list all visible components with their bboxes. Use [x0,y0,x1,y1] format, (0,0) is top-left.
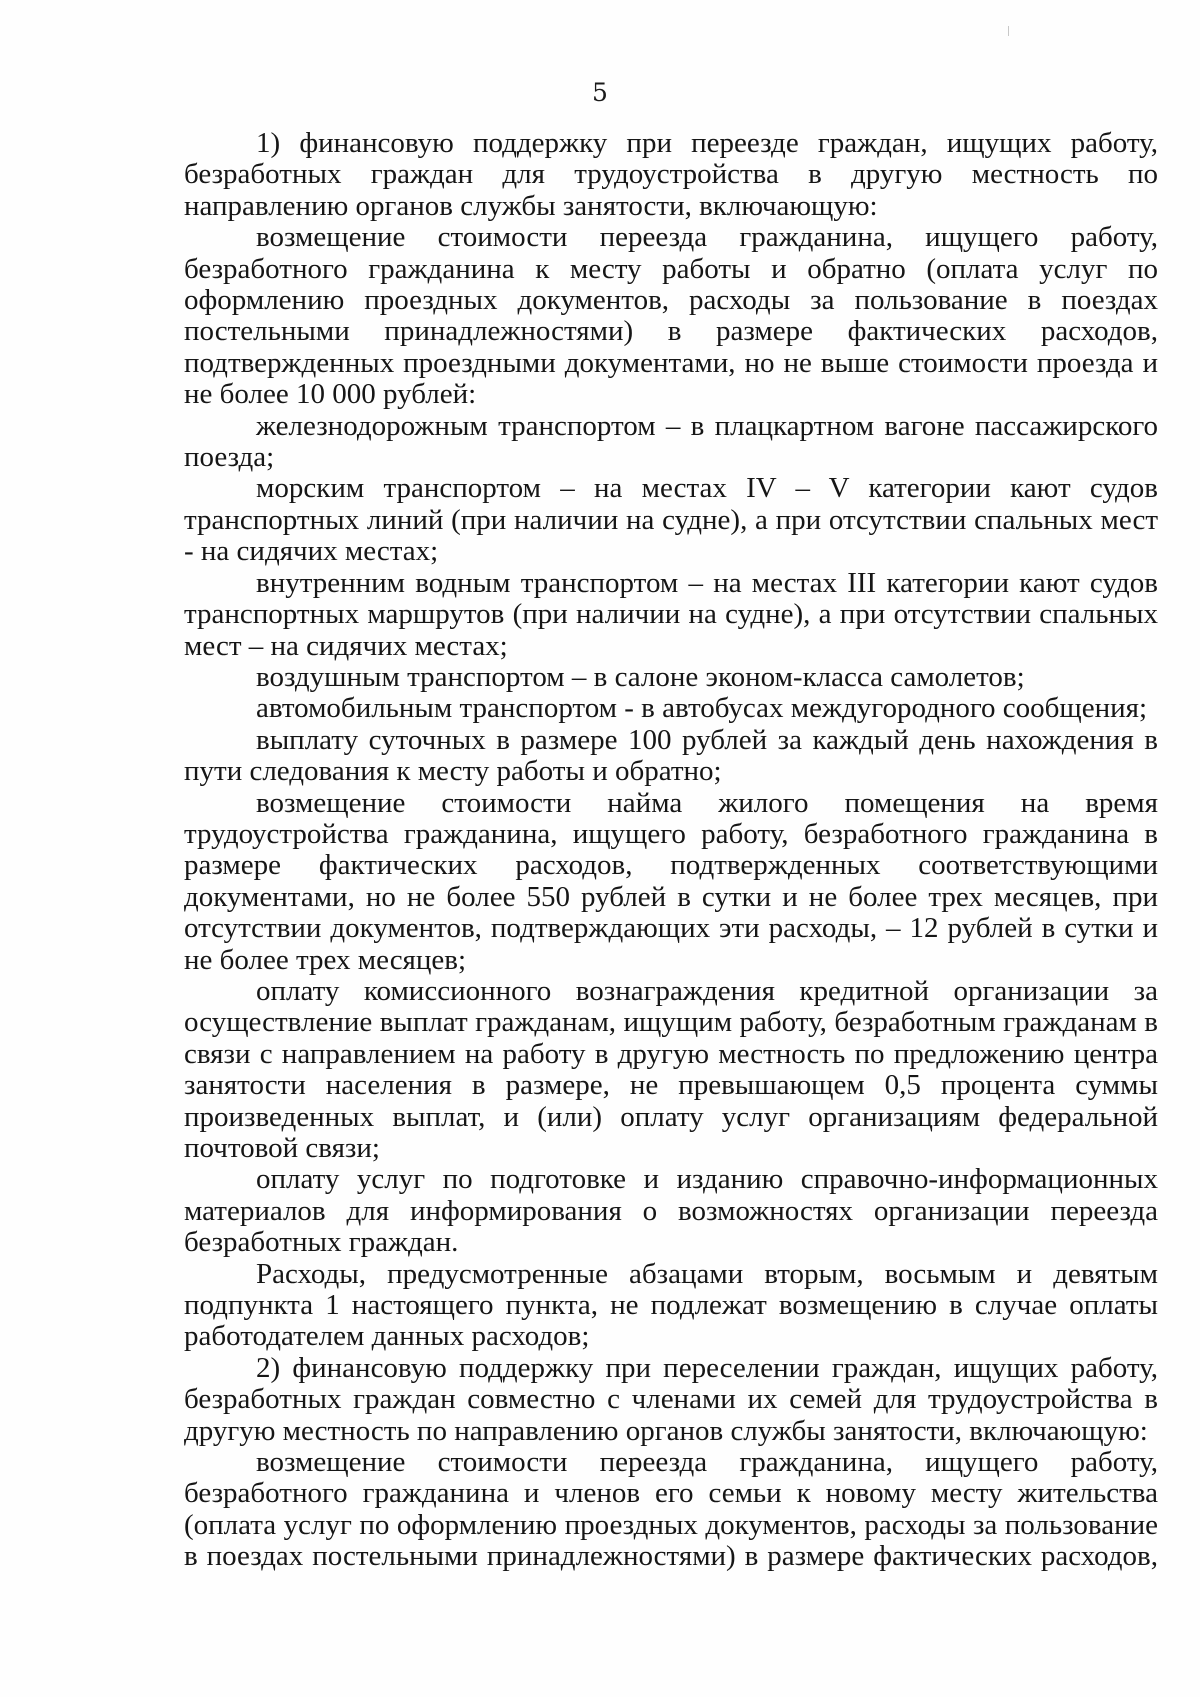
paragraph-expense-exclusion: Расходы, предусмотренные абзацами вторым, восьмым и девятым подпункта 1 настоящего пункта, не подлежат возмещению в случае оплаты работодателем данных расходов; [184,1257,1158,1353]
paragraph-bank-commission: оплату комиссионного вознаграждения кредитной организации за осуществление выплат гражданам, ищущим работу, безработным гражданам в связи с направлением на работу в другую местность по предложению центра занятости населения в размере, не превышающем 0,5 процента суммы произведенных выплат, и (или) оплату услуг организациям федеральной почтовой связи; [184,974,1158,1164]
paragraph-air-transport: воздушным транспортом – в салоне эконом-класса самолетов; [256,660,1025,693]
paragraph-daily-allowance: выплату суточных в размере 100 рублей за каждый день нахождения в пути следования к месту работы и обратно; [184,723,1158,788]
paragraph-travel-cost-reimbursement: возмещение стоимости переезда гражданина, ищущего работу, безработного гражданина к месту работы и обратно (оплата услуг по оформлению проездных документов, расходы за пользование в поездах постельными принадлежностями) в размере фактических расходов, подтвержденных проездными документами, но не выше стоимости проезда и не более 10 000 рублей: [184,221,1158,411]
paragraph-family-relocation-cost: возмещение стоимости переезда гражданина, ищущего работу, безработного гражданина и членов его семьи к новому месту жительства (оплата услуг по оформлению проездных документов, расходы за пользование в поездах постельными принадлежностями) в размере фактических расходов, [184,1446,1158,1573]
paragraph-inland-water-transport: внутренним водным транспортом – на местах III категории кают судов транспортных маршрутов (при наличии на судне), а при отсутствии спальных мест – на сидячих местах; [184,566,1158,662]
document-body [184,128,1158,1573]
page-number: 5 [592,78,608,107]
paragraph-rail-transport: железнодорожным транспортом – в плацкартном вагоне пассажирского поезда; [184,409,1158,474]
paragraph-subitem-1: 1) финансовую поддержку при переезде граждан, ищущих работу, безработных граждан для трудоустройства в другую местность по направлению органов службы занятости, включающую: [184,127,1158,222]
paragraph-road-transport: автомобильным транспортом - в автобусах междугородного сообщения; [256,692,1148,725]
paragraph-reference-materials: оплату услуг по подготовке и изданию справочно-информационных материалов для информирования о возможностях организации переезда безработных граждан. [184,1163,1158,1259]
scan-artifact-mark [1008,26,1009,36]
paragraph-subitem-2: 2) финансовую поддержку при переселении граждан, ищущих работу, безработных граждан совместно с членами их семей для трудоустройства в другую местность по направлению органов службы занятости, включающую: [184,1351,1158,1447]
paragraph-sea-transport: морским транспортом – на местах IV – V категории кают судов транспортных линий (при наличии на судне), а при отсутствии спальных мест - на сидячих местах; [184,472,1158,568]
paragraph-housing-rent: возмещение стоимости найма жилого помещения на время трудоустройства гражданина, ищущего работу, безработного гражданина в размере фактических расходов, подтвержденных соответствующими документами, но не более 550 рублей в сутки и не более трех месяцев, при отсутствии документов, подтверждающих эти расходы, – 12 рублей в сутки и не более трех месяцев; [184,786,1158,976]
